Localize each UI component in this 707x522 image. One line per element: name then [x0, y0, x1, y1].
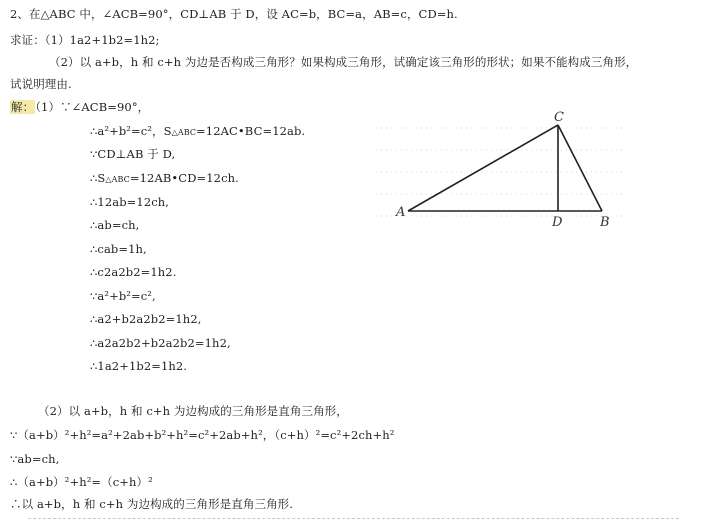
problem-line-4: 试说明理由.: [10, 77, 72, 91]
step-3-b: =12AB•CD=12ch.: [129, 171, 239, 185]
step-10: ∴a2a2b2+b2a2b2=1h2,: [90, 336, 231, 350]
step-11: ∴1a2+1b2=1h2.: [90, 359, 188, 373]
solution-label: 解：: [11, 100, 35, 114]
step-1-b: =12AC•BC=12ab.: [196, 124, 306, 138]
step-1-a: ∴a²+b²=c²，S: [90, 124, 172, 138]
step-1: [90, 122, 305, 142]
part2-line-5: ∴以 a+b，h 和 c+h 为边构成的三角形是直角三角形.: [10, 497, 294, 511]
label-C: C: [554, 110, 564, 125]
step-4: ∴12ab=12ch,: [90, 195, 170, 209]
problem-line-1: 2、在△ABC 中，∠ACB=90°，CD⊥AB 于 D，设 AC=b，BC=a，AB=c，CD=h.: [10, 7, 458, 21]
part2-line-4: ∴（a+b）²+h²=（c+h）²: [10, 475, 153, 489]
side-BC: [558, 125, 602, 211]
figure-background-dots: [376, 128, 624, 216]
solution-part1-header: [10, 98, 149, 116]
step-3-sub: △ABC: [105, 175, 130, 184]
label-D: D: [552, 215, 563, 230]
part2-line-3: ∵ab=ch,: [10, 452, 60, 466]
part2-line-1: （2）以 a+b，h 和 c+h 为边构成的三角形是直角三角形，: [38, 404, 348, 418]
step-8: ∵a²+b²=c²,: [90, 289, 156, 303]
step-9: ∴a2+b2a2b2=1h2,: [90, 312, 202, 326]
label-B: B: [600, 215, 610, 230]
step-1-sub: △ABC: [171, 128, 197, 137]
step-3: [90, 169, 239, 189]
side-AC: [408, 125, 558, 211]
problem-line-3: （2）以 a+b，h 和 c+h 为边是否构成三角形？如果构成三角形，试确定该三角形的形状；如果不能构成三角形，: [49, 55, 638, 69]
step-2: ∵CD⊥AB 于 D,: [90, 147, 176, 161]
part2-line-2: ∵（a+b）²+h²=a²+2ab+b²+h²=c²+2ab+h²，（c+h）²=c²+2ch+h²: [10, 428, 395, 442]
step-3-a: ∴S: [90, 171, 106, 185]
step-6: ∴cab=1h,: [90, 242, 147, 256]
step-5: ∴ab=ch,: [90, 218, 140, 232]
triangle-figure: [372, 110, 630, 240]
step-7: ∴c2a2b2=1h2.: [90, 265, 177, 279]
label-A: A: [396, 205, 406, 220]
page-divider: [28, 518, 679, 519]
solution-part1-start: （1）∵∠ACB=90°，: [35, 100, 150, 114]
problem-line-2: 求证：（1）1a2+1b2=1h2;: [10, 33, 160, 47]
triangle-diagram: [372, 110, 630, 240]
